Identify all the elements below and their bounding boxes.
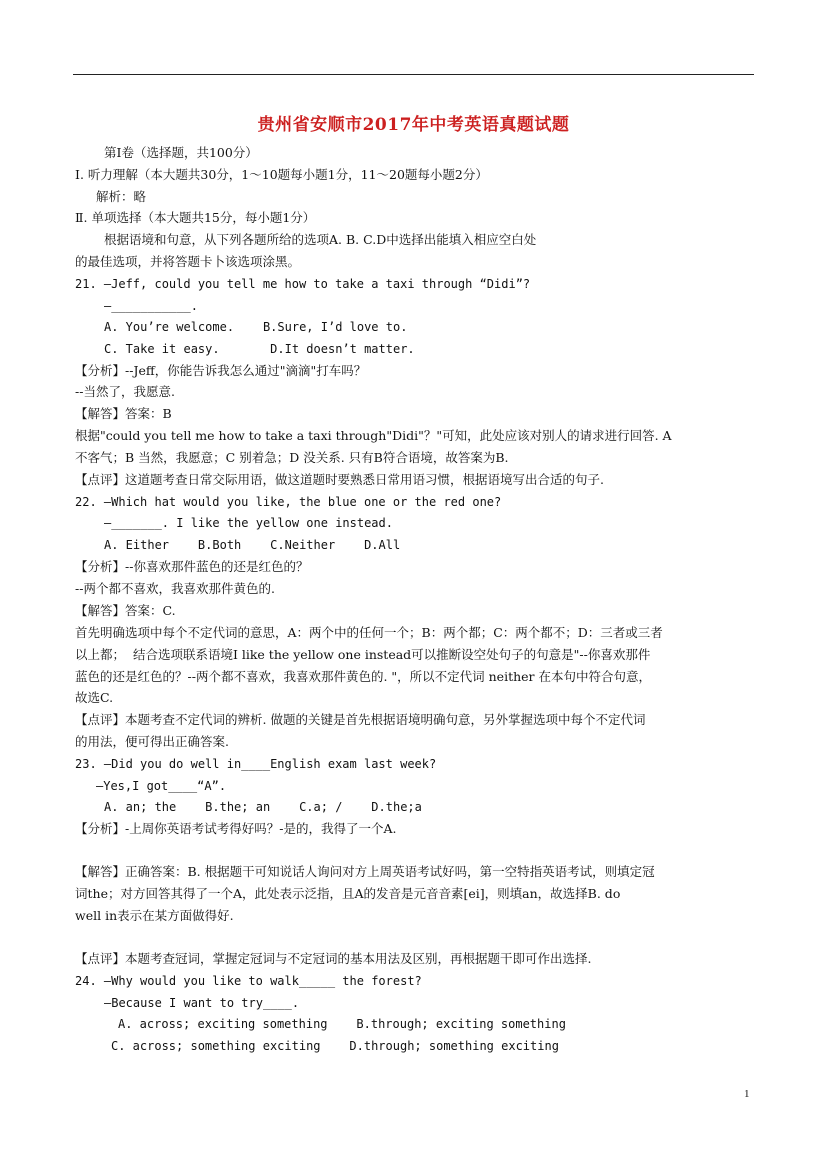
text-line: 解析：略 xyxy=(96,189,147,204)
question-line: —_______. I like the yellow one instead. xyxy=(104,516,393,530)
page-number: 1 xyxy=(744,1088,750,1100)
question-line: —Yes,I got____“A”. xyxy=(96,779,227,793)
text-line: 的用法，便可得出正确答案. xyxy=(75,734,229,749)
text-line: 蓝色的还是红色的？--两个都不喜欢，我喜欢那件黄色的. "，所以不定代词 neither 在本句中符合句意， xyxy=(75,669,651,684)
question-line: —Because I want to try____. xyxy=(104,996,300,1010)
solution-line: 【解答】答案：C. xyxy=(75,603,176,618)
text-line: 词the；对方回答其得了一个A，此处表示泛指，且A的发音是元音音素[ei]，则填an，故选择B. do xyxy=(75,886,621,901)
text-line: 根据语境和句意，从下列各题所给的选项A. B. C.D中选择出能填入相应空白处 xyxy=(104,232,537,247)
solution-line: 【解答】答案：B xyxy=(75,406,172,421)
question-line: —___________. xyxy=(104,299,198,313)
text-line: 的最佳选项，并将答题卡卜该选项涂黑。 xyxy=(75,254,301,269)
text-line: 根据"could you tell me how to take a taxi through"Didi"？"可知，此处应该对别人的请求进行回答. A xyxy=(75,428,672,443)
text-line: --当然了，我愿意. xyxy=(75,384,175,399)
text-line: 首先明确选项中每个不定代词的意思，A：两个中的任何一个；B：两个都；C：两个都不；D：三者或三者 xyxy=(75,625,663,640)
text-line: 不客气；B 当然，我愿意；C 别着急；D 没关系. 只有B符合语境，故答案为B. xyxy=(75,450,509,465)
question-24: 24. —Why would you like to walk_____ the forest? xyxy=(75,974,422,988)
comment-line: 【点评】本题考查冠词，掌握定冠词与不定冠词的基本用法及区别，再根据题干即可作出选择. xyxy=(75,951,592,966)
section-heading: Ⅰ. 听力理解（本大题共30分，1～10题每小题1分，11～20题每小题2分） xyxy=(75,167,488,182)
solution-line: 【解答】正确答案：B. 根据题干可知说话人询问对方上周英语考试好吗，第一空特指英语考试，则填定冠 xyxy=(75,864,655,879)
answer-options: A. an; the B.the; an C.a; / D.the;a xyxy=(104,800,422,814)
section-heading: Ⅱ. 单项选择（本大题共15分，每小题1分） xyxy=(75,210,316,225)
answer-options: A. Either B.Both C.Neither D.All xyxy=(104,538,401,552)
text-line: well in表示在某方面做得好. xyxy=(75,908,234,923)
text-line: 故选C. xyxy=(75,690,114,705)
text-line: --两个都不喜欢，我喜欢那件黄色的. xyxy=(75,581,275,596)
answer-options: A. across; exciting something B.through; exciting something xyxy=(118,1017,566,1031)
analysis-line: 【分析】-上周你英语考试考得好吗？-是的，我得了一个A. xyxy=(75,821,397,836)
answer-options: A. You’re welcome. B.Sure, I’d love to. xyxy=(104,320,408,334)
comment-line: 【点评】这道题考查日常交际用语，做这道题时要熟悉日常用语习惯，根据语境写出合适的句子. xyxy=(75,472,604,487)
section-heading: 第Ⅰ卷（选择题，共100分） xyxy=(104,145,258,160)
answer-options: C. across; something exciting D.through; something exciting xyxy=(111,1039,559,1053)
header-rule xyxy=(73,74,754,75)
analysis-line: 【分析】--Jeff，你能告诉我怎么通过"滴滴"打车吗？ xyxy=(75,363,367,378)
question-23: 23. —Did you do well in____English exam last week? xyxy=(75,757,437,771)
question-22: 22. —Which hat would you like, the blue one or the red one? xyxy=(75,495,502,509)
page-title: 贵州省安顺市2017年中考英语真题试题 xyxy=(257,115,570,135)
comment-line: 【点评】本题考查不定代词的辨析. 做题的关键是首先根据语境明确句意，另外掌握选项中每个不定代词 xyxy=(75,712,646,727)
text-line: 以上都； 结合选项联系语境I like the yellow one instead可以推断设空处句子的句意是"--你喜欢那件 xyxy=(75,647,651,662)
analysis-line: 【分析】--你喜欢那件蓝色的还是红色的？ xyxy=(75,559,309,574)
answer-options: C. Take it easy. D.It doesn’t matter. xyxy=(104,342,415,356)
question-21: 21. —Jeff, could you tell me how to take a taxi through “Didi”? xyxy=(75,277,531,291)
